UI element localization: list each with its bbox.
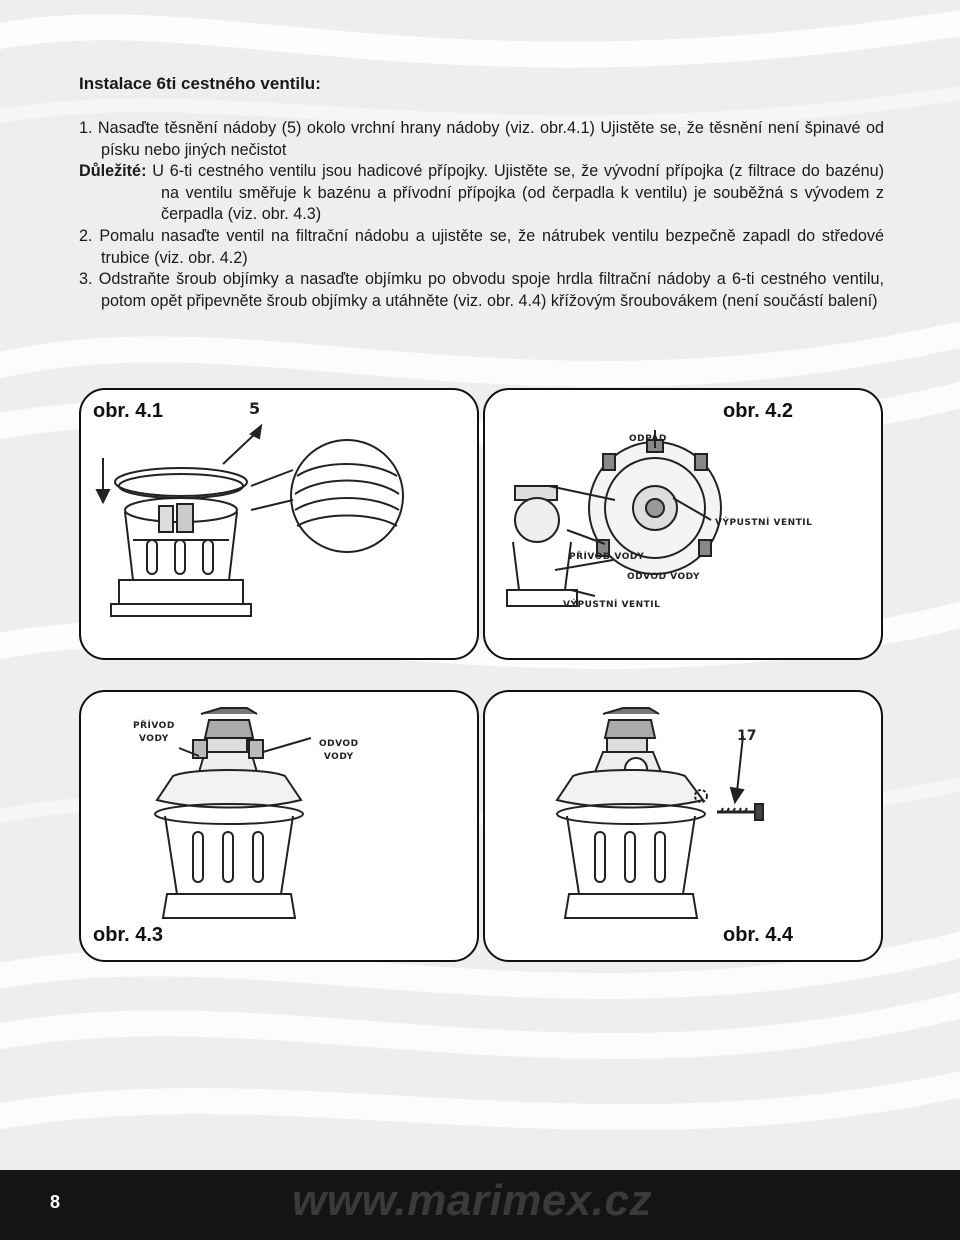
figure-4-2 [483, 388, 883, 660]
website-url: www.marimex.cz [292, 1176, 652, 1225]
drain-valve-label: VÝPUSTNÍ VENTIL [715, 518, 813, 528]
important-note [79, 161, 884, 226]
water-outlet-label: ODVOD VODY [627, 572, 700, 582]
drain-valve-bottom-label: VÝPUSTNÍ VENTIL [563, 600, 661, 610]
seal-callout-5: 5 [249, 399, 261, 418]
water-inlet-label: PŘÍVOD VODY [133, 721, 175, 744]
screw-callout-17: 17 [737, 728, 757, 744]
figure-4-1-label: obr. 4.1 [93, 400, 164, 422]
clamp-screw-illustration [485, 692, 881, 960]
important-label: Důležité: [79, 162, 147, 180]
section-heading: Instalace 6ti cestného ventilu: [79, 74, 321, 93]
figure-4-1 [79, 388, 479, 660]
important-text: U 6-ti cestného ventilu jsou hadicové přípojky. Ujistěte se, že vývodní přípojka (z filtrace do bazénu) na ventilu směřuje k bazénu a přívodní přípojka (od čerpadla k ventilu) je souběžná s vývodem z čerpadla (viz. obr. 4.3) [146, 162, 884, 223]
step-1: 1. Nasaďte těsnění nádoby (5) okolo vrchní hrany nádoby (viz. obr.4.1) Ujistěte se, že těsnění není špinavé od písku nebo jiných nečistot [79, 119, 884, 159]
step-3: 3. Odstraňte šroub objímky a nasaďte objímku po obvodu spoje hrdla filtrační nádoby a 6-ti cestného ventilu, potom opět připevněte šroub objímky a utáhněte (viz. obr. 4.4) křížovým šroubovákem (není součástí balení) [79, 270, 884, 310]
tank-seal-illustration [81, 390, 477, 658]
footer-bar [0, 1170, 960, 1240]
figure-4-2-label: obr. 4.2 [723, 400, 794, 422]
valve-top-illustration [485, 390, 881, 658]
step-2: 2. Pomalu nasaďte ventil na filtrační nádobu a ujistěte se, že nátrubek ventilu bezpečně zapadl do středové trubice (viz. obr. 4.2) [79, 227, 884, 267]
figure-4-3 [79, 690, 479, 962]
page-number: 8 [50, 1192, 61, 1212]
figure-4-4-label: obr. 4.4 [723, 924, 794, 946]
figure-4-3-label: obr. 4.3 [93, 924, 164, 946]
water-outlet-label: ODVOD VODY [319, 739, 359, 762]
water-inlet-label: PŘÍVOD VODY [569, 552, 645, 562]
odpad-label: ODPAD [629, 434, 667, 444]
figure-4-4 [483, 690, 883, 962]
